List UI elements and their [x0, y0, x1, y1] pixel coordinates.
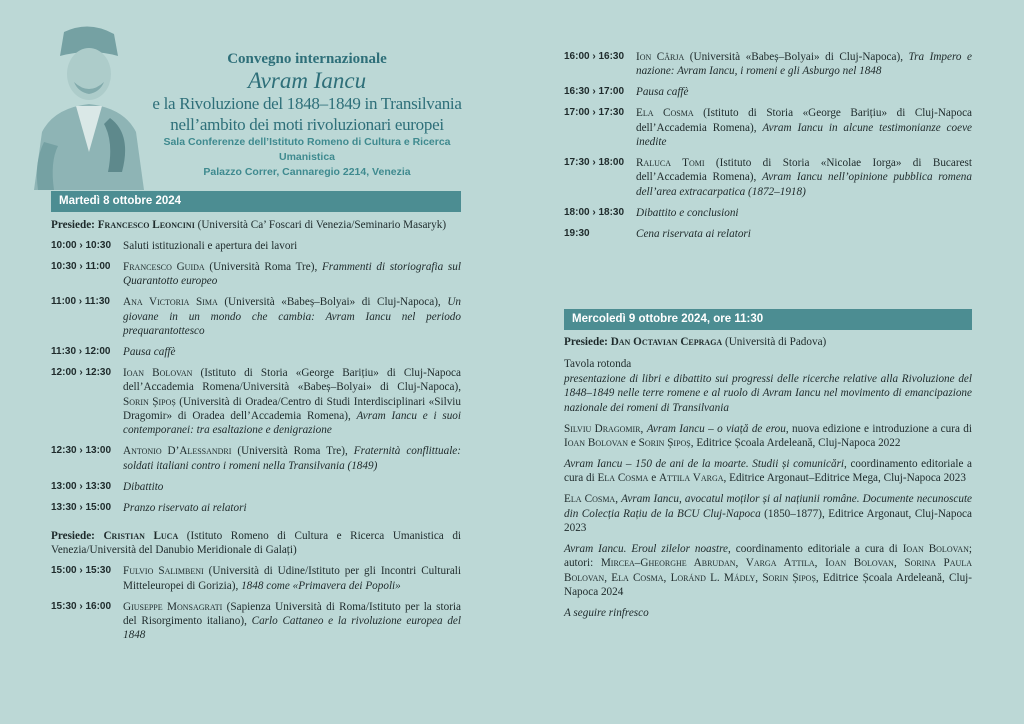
event-subtitle-2: nell’ambito dei moti rivoluzionari europei: [170, 115, 444, 134]
avram-iancu-portrait-image: [14, 22, 164, 190]
day1-band: Martedì 8 ottobre 2024: [51, 191, 461, 212]
program-slot: 13:00 › 13:30 Dibattito: [51, 480, 164, 493]
conference-label: Convegno internazionale: [227, 51, 387, 67]
program-slot: 10:30 › 11:00 Francesco Guida (Università Roma Tre), Frammenti di storiografia sul Quarantotto europeo: [51, 260, 461, 288]
venue-address: Palazzo Correr, Cannaregio 2214, Venezia: [203, 166, 411, 178]
program-slot: 19:30 Cena riservata ai relatori: [564, 227, 751, 240]
program-slot: 16:30 › 17:00 Pausa caffè: [564, 86, 689, 99]
closing-note: A seguire rinfresco: [564, 607, 649, 619]
program-slot: 11:00 › 11:30 Ana Victoria Sima (Università «Babeș–Bolyai» di Cluj-Napoca), Un giovane in un mondo che cambia: Avram Iancu nel periodo prequarantottesco: [51, 296, 461, 337]
chair-2: Presiede: Cristian Luca (Istituto Romeno di Cultura e Ricerca Umanistica di Venezia/Università del Danubio Meridionale di Galați): [51, 529, 462, 557]
day1-program: [51, 218, 461, 649]
program-slot: 13:30 › 15:00 Pranzo riservato ai relatori: [51, 501, 247, 514]
book-entry: Ela Cosma, Avram Iancu, avocatul moților și al națiunii române. Documente necunoscute din Colecția Rațiu de la BCU Cluj-Napoca (1850–1877), Editrice Argonaut, Cluj-Napoca 2023: [564, 493, 973, 534]
event-title: Avram Iancu: [247, 68, 367, 93]
chair-3: Presiede: Dan Octavian Cepraga (Università di Padova): [564, 336, 827, 348]
chair-1: Presiede: Francesco Leoncini (Università Ca’ Foscari di Venezia/Seminario Masaryk): [51, 219, 447, 231]
round-table-label: Tavola rotonda: [564, 358, 632, 371]
program-slot: 15:30 › 16:00 Giuseppe Monsagrati (Sapienza Università di Roma/Istituto per la storia del Risorgimento italiano), Carlo Cattaneo e la rivoluzione europea del 1848: [51, 600, 461, 642]
book-entry: Avram Iancu – 150 de ani de la moarte. Studii și comunicări, coordinamento editoriale a cura di Ela Cosma e Attila Varga, Editrice Argonaut–Editrice Mega, Cluj-Napoca 2023: [564, 457, 973, 485]
program-slot: 17:00 › 17:30 Ela Cosma (Istituto di Storia «George Barițiu» di Cluj-Napoca dell’Accademia Romena), Avram Iancu in alcune testimonianze coeve inedite: [564, 107, 972, 149]
book-entry: Silviu Dragomir, Avram Iancu – o viață de erou, nuova edizione e introduzione a cura di Ioan Bolovan e Sorin Șipoș, Editrice Școala Ardeleană, Cluj-Napoca 2022: [564, 422, 973, 449]
program-slot: 12:00 › 12:30 Ioan Bolovan (Istituto di Storia «George Barițiu» di Cluj-Napoca dell’Accademia Romena/Università «Babeș–Bolyai» di Cluj-Napoca), Sorin Șipoș (Università di Oradea/Centro di Studi Interdisciplinari «Silviu Dragomir» di Oradea dell’Accademia Romena), Avram Iancu e i suoi contemporanei: tra esaltazione e denigrazione: [51, 366, 461, 437]
right-page: [512, 0, 1024, 724]
program-slot: 12:30 › 13:00 Antonio D’Alessandri (Università Roma Tre), Fraternità conflittuale: soldati italiani contro i romeni nella Transilvania (1849): [51, 445, 461, 472]
program-slot: 15:00 › 15:30 Fulvio Salimbeni (Università di Udine/Istituto per gli Incontri Culturali Mitteleuropei di Gorizia), 1848 come «Primavera dei Popoli»: [51, 565, 461, 592]
day2-program: [564, 335, 972, 620]
program-slot: 11:30 › 12:00 Pausa caffè: [51, 345, 176, 358]
event-header: [148, 50, 466, 180]
program-slot: 16:00 › 16:30 Ion Cârja (Università «Babeș–Bolyai» di Cluj-Napoca), Tra Impero e nazione: Avram Iancu, i romeni e gli Asburgo nel 1848: [564, 51, 972, 78]
day2-band: Mercoledì 9 ottobre 2024, ore 11:30: [564, 309, 972, 330]
book-entry: Avram Iancu. Eroul zilelor noastre, coordinamento editoriale a cura di Ioan Bolovan; autori: Mircea–Gheorghe Abrudan, Varga Attila, Ioan Bolovan, Sorina Paula Bolovan, Ela Cosma, Loránd L. Mádly, Sorin Șipoș, Editrice Școala Ardeleană, Cluj-Napoca 2024: [564, 542, 973, 599]
program-slot: 10:00 › 10:30 Saluti istituzionali e apertura dei lavori: [51, 239, 298, 252]
program-slot: 17:30 › 18:00 Raluca Tomi (Istituto di Storia «Nicolae Iorga» di Bucarest dell’Accademia Romena), Avram Iancu nell’opinione pubblica romena dell’area extracarpatica (1872–1918): [564, 156, 972, 198]
event-subtitle-1: e la Rivoluzione del 1848–1849 in Transilvania: [152, 94, 462, 113]
program-slot: 18:00 › 18:30 Dibattito e conclusioni: [564, 206, 739, 219]
day1-program-continued: [564, 50, 972, 247]
round-table-description: presentazione di libri e dibattito sui progressi delle ricerche relative alla Rivoluzione del 1848–1849 nelle terre romene e al ruolo di Avram Iancu nel movimento di emancipazione nazionale dei romeni di Transilvania: [564, 372, 972, 414]
venue-name: Sala Conferenze dell’Istituto Romeno di Cultura e Ricerca Umanistica: [163, 136, 451, 163]
